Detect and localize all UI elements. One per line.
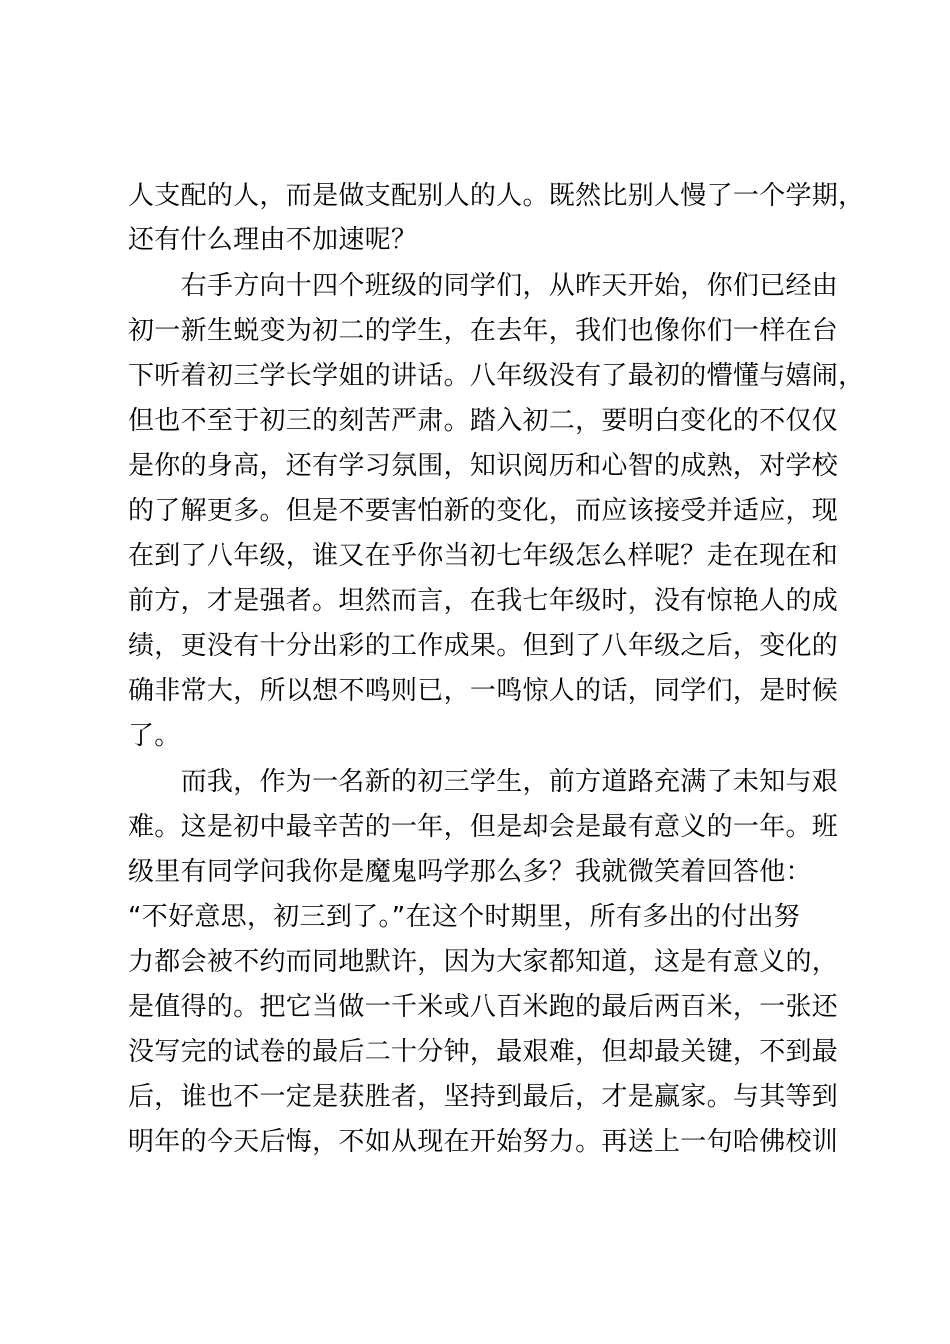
text-line: 右手方向十四个班级的同学们，从昨天开始，你们已经由: [128, 271, 839, 301]
text-line: 还有什么理由不加速呢？: [128, 225, 418, 255]
text-line: 明年的今天后悔，不如从现在开始努力。再送上一句哈佛校训: [128, 1127, 839, 1157]
text-line: 后，谁也不一定是获胜者，坚持到最后，才是赢家。与其等到: [128, 1082, 839, 1112]
text-line: 难。这是初中最辛苦的一年，但是却会是最有意义的一年。班: [128, 812, 839, 842]
text-line: 是你的身高，还有学习氛围，知识阅历和心智的成熟，对学校: [128, 451, 839, 481]
text-line: 绩，更没有十分出彩的工作成果。但到了八年级之后，变化的: [128, 631, 839, 661]
text-line: 的了解更多。但是不要害怕新的变化，而应该接受并适应，现: [128, 496, 839, 526]
text-line: 是值得的。把它当做一千米或八百米跑的最后两百米，一张还: [128, 992, 839, 1022]
text-line: “不好意思，初三到了。”在这个时期里，所有多出的付出努: [128, 902, 801, 932]
text-line: 下听着初三学长学姐的讲话。八年级没有了最初的懵懂与嬉闹，: [128, 361, 865, 391]
text-line: 级里有同学问我你是魔鬼吗学那么多？我就微笑着回答他：: [128, 857, 812, 887]
text-line: 力都会被不约而同地默许，因为大家都知道，这是有意义的，: [128, 947, 839, 977]
text-line: 没写完的试卷的最后二十分钟，最艰难，但却最关键，不到最: [128, 1037, 839, 1067]
text-line: 但也不至于初三的刻苦严肃。踏入初二，要明白变化的不仅仅: [128, 406, 839, 436]
text-line: 在到了八年级，谁又在乎你当初七年级怎么样呢？走在现在和: [128, 541, 839, 571]
text-line: 人支配的人，而是做支配别人的人。既然比别人慢了一个学期，: [128, 181, 865, 211]
text-line: 确非常大，所以想不鸣则已，一鸣惊人的话，同学们，是时候: [128, 676, 839, 706]
text-line: 而我，作为一名新的初三学生，前方道路充满了未知与艰: [128, 767, 839, 797]
text-line: 了。: [128, 721, 181, 751]
text-line: 初一新生蜕变为初二的学生，在去年，我们也像你们一样在台: [128, 316, 839, 346]
text-line: 前方，才是强者。坦然而言，在我七年级时，没有惊艳人的成: [128, 586, 839, 616]
